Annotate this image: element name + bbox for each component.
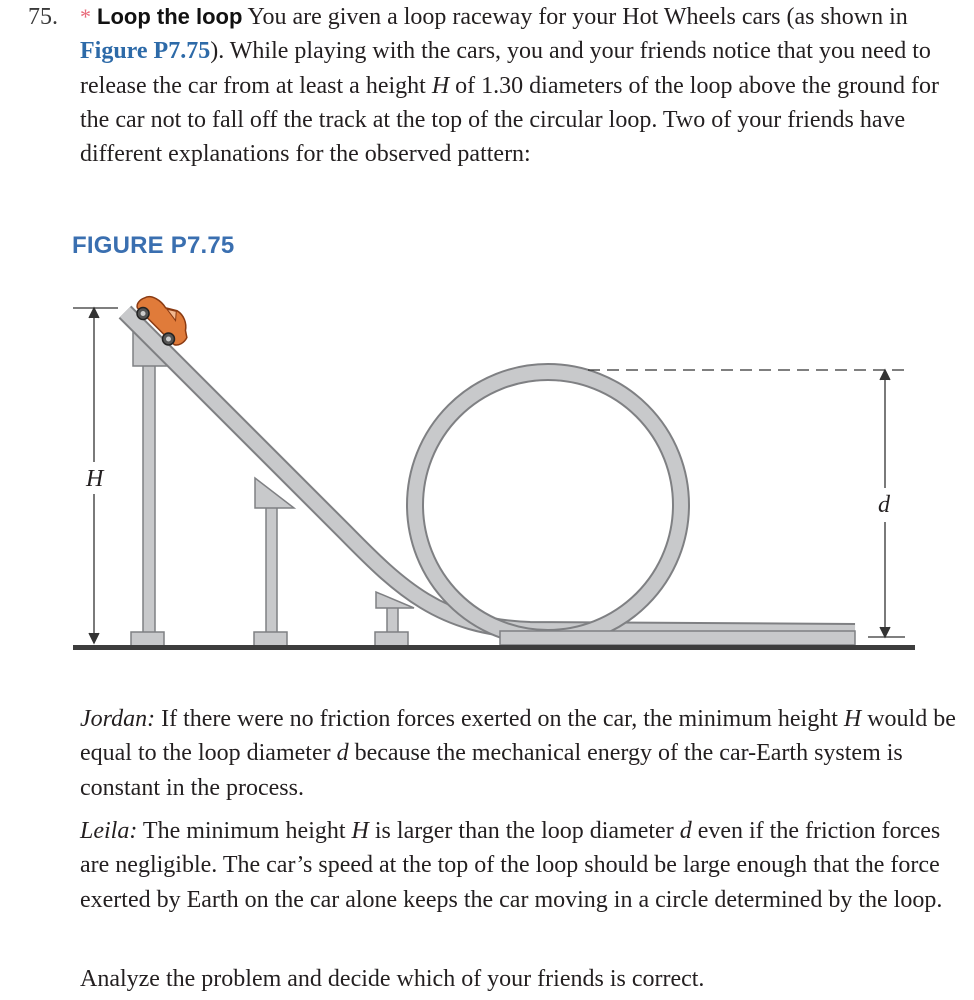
jordan-name: Jordan: xyxy=(80,706,156,732)
support-posts xyxy=(131,327,414,646)
leila-statement xyxy=(80,814,960,917)
problem-number: 75. xyxy=(28,4,58,30)
figure-label: FIGURE P7.75 xyxy=(72,232,235,259)
label-H: H xyxy=(86,466,104,492)
loop-track-figure xyxy=(0,280,974,665)
problem-title: Loop the loop xyxy=(97,4,243,29)
leila-text-2: is larger than the loop diameter xyxy=(374,818,674,844)
circular-loop xyxy=(415,372,681,638)
jordan-text-1: If there were no friction forces exerted on the car, the minimum height xyxy=(161,706,838,732)
jordan-text-2: would be equal to the loop diameter xyxy=(80,706,956,767)
variable-H: H xyxy=(431,72,450,99)
ramp-track xyxy=(125,312,855,632)
difficulty-star: * xyxy=(80,4,91,29)
label-d: d xyxy=(878,492,890,518)
jordan-var-H: H xyxy=(843,706,862,732)
leila-text-3: even if the friction forces are negligible. The car’s speed at the top of the loop should be large enough that the force exerted by Earth on the car alone keeps the car moving in a circle determined by the loop. xyxy=(80,818,943,913)
intro-text-3: of 1.30 diameters of the loop above the ground for the car not to fall off the track at the top of the circular loop. Two of your friends have different explanations for the observed pattern: xyxy=(80,72,940,168)
flat-track xyxy=(500,631,855,645)
figure-reference-link[interactable]: Figure P7.75 xyxy=(80,38,211,65)
analyze-instruction: Analyze the problem and decide which of your friends is correct. xyxy=(80,966,705,992)
problem-intro xyxy=(80,0,960,171)
leila-text-1: The minimum height xyxy=(142,818,346,844)
ground-line xyxy=(73,645,915,650)
intro-text-2: ). While playing with the cars, you and your friends notice that you need to release the car from at least a height xyxy=(80,38,931,99)
leila-name: Leila: xyxy=(80,818,138,844)
jordan-var-d: d xyxy=(336,740,349,767)
jordan-text-3: because the mechanical energy of the car-Earth system is constant in the process. xyxy=(80,740,903,801)
jordan-statement xyxy=(80,702,960,805)
leila-var-d: d xyxy=(679,818,692,844)
intro-text-1: You are given a loop raceway for your Hot Wheels cars (as shown in xyxy=(247,4,908,30)
leila-var-H: H xyxy=(351,818,369,844)
